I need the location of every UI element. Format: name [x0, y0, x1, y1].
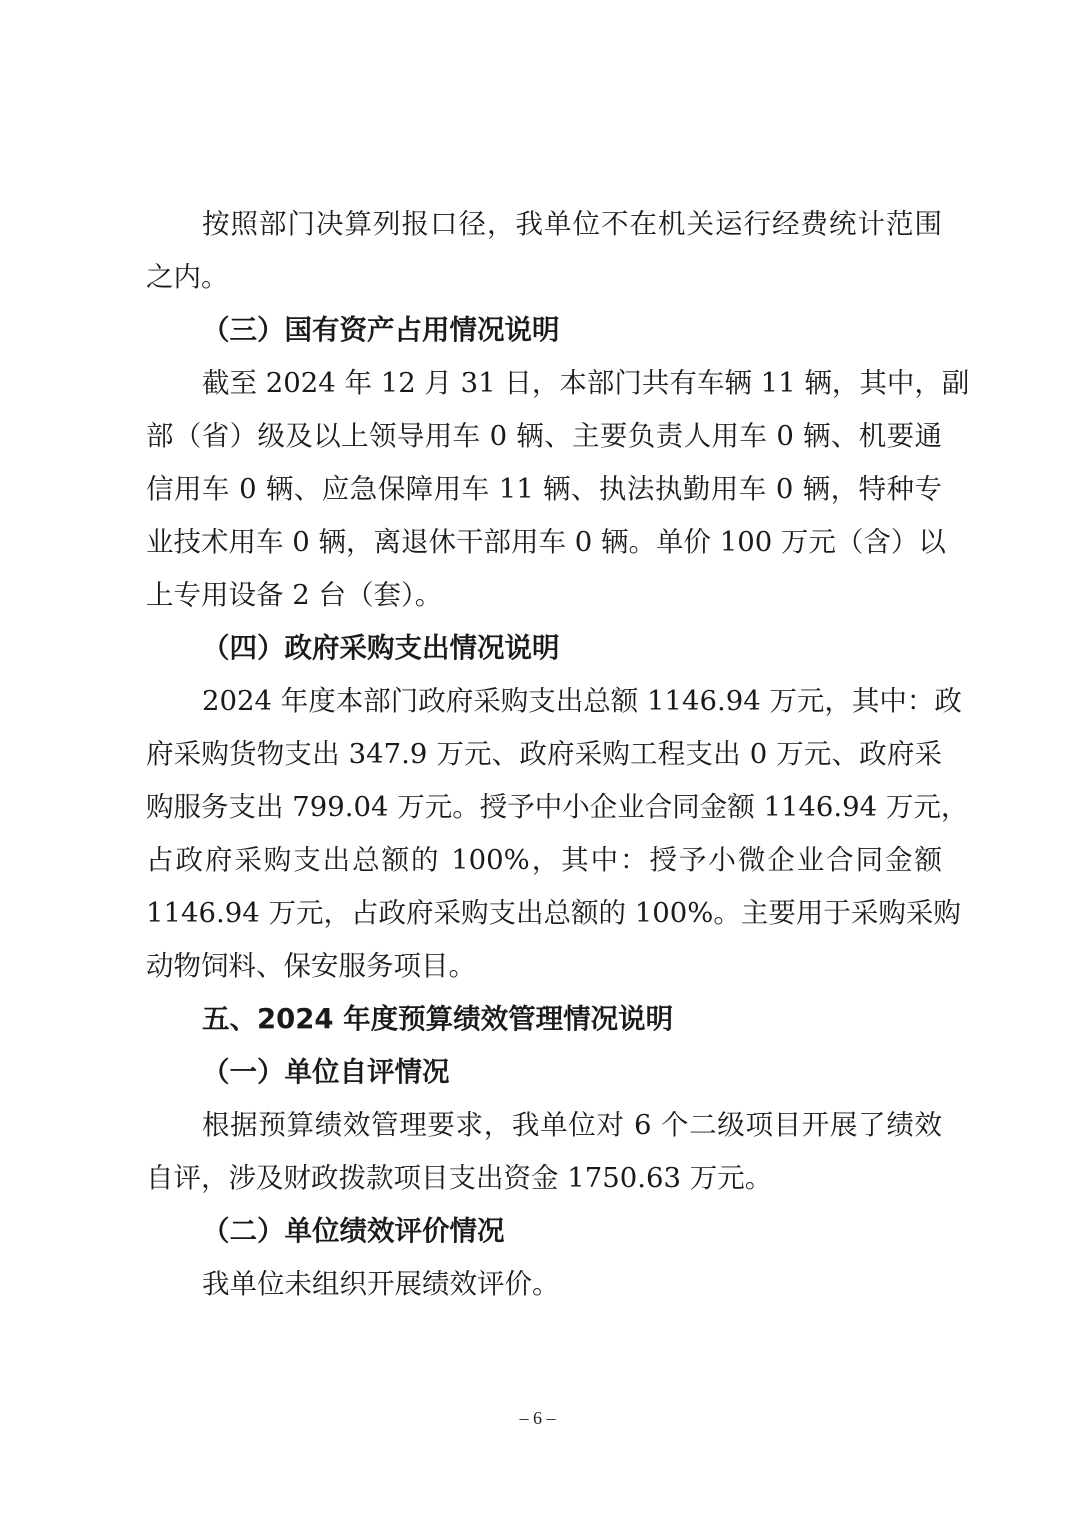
- page-number: – 6 –: [519, 1408, 556, 1428]
- paragraph-line: 根据预算绩效管理要求，我单位对 6 个二级项目开展了绩效: [202, 1109, 942, 1141]
- paragraph-line: 部（省）级及以上领导用车 0 辆、主要负责人用车 0 辆、机要通: [146, 420, 942, 452]
- paragraph-line: 府采购货物支出 347.9 万元、政府采购工程支出 0 万元、政府采: [146, 738, 942, 770]
- paragraph-line: 业技术用车 0 辆，离退休干部用车 0 辆。单价 100 万元（含）以: [146, 526, 946, 558]
- paragraph-line: 截至 2024 年 12 月 31 日，本部门共有车辆 11 辆，其中，副: [202, 367, 970, 399]
- paragraph-line: 信用车 0 辆、应急保障用车 11 辆、执法执勤用车 0 辆，特种专: [146, 473, 942, 505]
- section-heading: （三）国有资产占用情况说明: [202, 314, 560, 346]
- paragraph-line: 自评，涉及财政拨款项目支出资金 1750.63 万元。: [146, 1162, 773, 1194]
- document-body: [146, 198, 970, 1311]
- paragraph-line: 之内。: [146, 261, 229, 293]
- section-heading: （一）单位自评情况: [202, 1056, 450, 1088]
- section-heading: （四）政府采购支出情况说明: [202, 632, 560, 664]
- paragraph-line: 动物饲料、保安服务项目。: [146, 950, 476, 982]
- chapter-heading: 五、2024 年度预算绩效管理情况说明: [202, 1003, 674, 1035]
- section-heading: （二）单位绩效评价情况: [202, 1215, 505, 1247]
- paragraph-line: 按照部门决算列报口径，我单位不在机关运行经费统计范围: [202, 208, 942, 240]
- paragraph-line: 购服务支出 799.04 万元。授予中小企业合同金额 1146.94 万元，: [146, 791, 969, 823]
- paragraph-line: 2024 年度本部门政府采购支出总额 1146.94 万元，其中：政: [202, 685, 962, 717]
- paragraph-line: 我单位未组织开展绩效评价。: [202, 1268, 560, 1300]
- paragraph-line: 占政府采购支出总额的 100%，其中：授予小微企业合同金额: [146, 844, 942, 876]
- paragraph-line: 上专用设备 2 台（套）。: [146, 579, 443, 611]
- paragraph-line: 1146.94 万元，占政府采购支出总额的 100%。主要用于采购采购: [146, 897, 961, 929]
